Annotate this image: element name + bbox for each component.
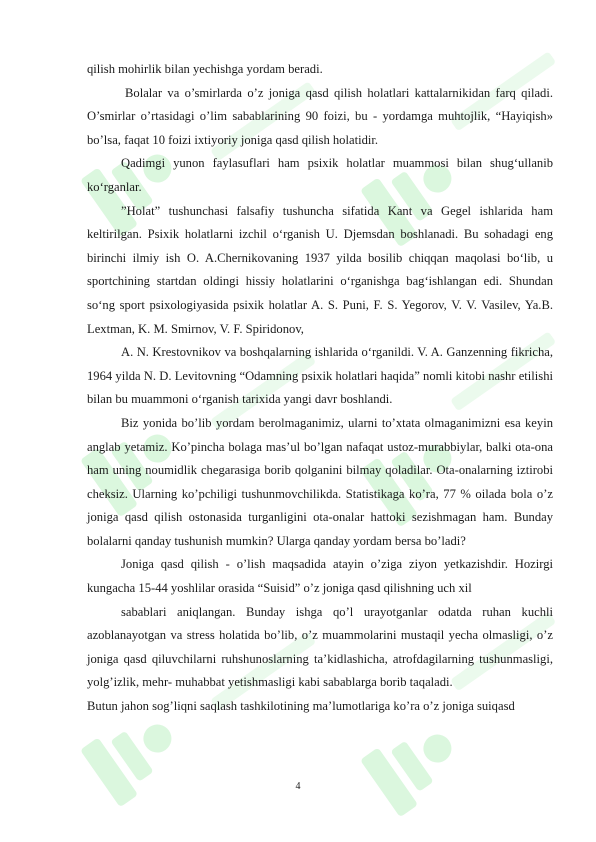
paragraph: Biz yonida bo’lib yordam berolmaganimiz, ularni to’xtata olmaganimizni esa keyin anglab yetamiz. Ko’pincha bolaga mas’ul bo’lgan nafaqat ustoz-murabbiylar, balki ota-ona ham uning noumidlik chegarasiga borib qolganini bilmay qoladilar. Ota-onalarning iztirobi cheksiz. Ularning ko’pchiligi tushunmovchilikda. Statistikaga ko’ra, 77 % oilada bola o’z joniga qasd qilish ostonasida turganligini ota-onalar hattoki sezishmagan ham. Bunday bolalarni qanday tushunish mumkin? Ularga qanday yordam bersa bo’ladi? [87, 415, 553, 548]
paragraph: Joniga qasd qilish - o’lish maqsadida atayin o’ziga ziyon yetkazishdir. Hozirgi kungacha 15-44 yoshlilar orasida “Suisid” o’z joniga qasd qilishning uch xil [87, 557, 553, 596]
page-number: 4 [295, 781, 301, 792]
paragraph: A. N. Krestovnikov va boshqalarning ishlarida o‘rganildi. V. A. Ganzenning fikricha, 1964 yilda N. D. Levitovning “Odamning psixik holatlari haqida” nomli kitobi nashr etilishi bilan bu muammoni o‘rganish tarixida yangi davr boshlandi. [87, 345, 553, 407]
paragraph: sabablari aniqlangan. Bunday ishga qo’l urayotganlar odatda ruhan kuchli azoblanayotgan va stress holatida bo’lib, o’z muammolarini mustaqil yecha olmasligi, o’z joniga qasd qiluvchilarni ruhshunoslarning ta’kidlashicha, atrofdagilarning tushunmasligi, yolg’izlik, mehr- muhabbat yetishmasligi kabi sabablarga borib taqaladi. [87, 604, 553, 690]
paragraph: Bolalar va o’smirlarda o’z joniga qasd qilish holatlari kattalarnikidan farq qiladi. O’smirlar o’rtasidagi o’lim sabablarining 90 foizi, bu - yordamga muhtojlik, “Hayiqish» bo’lsa, faqat 10 foizi ixtiyoriy joniga qasd qilish holatidir. [87, 85, 553, 147]
paragraph: qilish mohirlik bilan yechishga yordam beradi. [87, 62, 323, 76]
paragraph: ”Holat” tushunchasi falsafiy tushuncha sifatida Kant va Gegel ishlarida ham keltirilgan. Psixik holatlarni izchil o‘rganish U. Djemsdan boshlanadi. Bu sohadagi eng birinchi ilmiy ish O. A.Chernikovaning 1937 yilda bosilib chiqqan maqolasi bo‘lib, u sportchining startdan oldingi hissiy holatlarini o‘rganishga bag‘ishlangan edi. Shundan so‘ng sport psixologiyasida psixik holatlar A. S. Puni, F. S. Yegorov, V. V. Vasilev, Ya.B. Lextman, K. M. Smirnov, V. F. Spiridonov, [87, 203, 553, 336]
body-text [87, 58, 553, 719]
paragraph: Qadimgi yunon faylasuflari ham psixik holatlar muammosi bilan shug‘ullanib ko‘rganlar. [87, 156, 553, 194]
paragraph: Butun jahon sog’liqni saqlash tashkilotining ma’lumotlariga ko’ra o’z joniga suiqasd [87, 699, 515, 714]
